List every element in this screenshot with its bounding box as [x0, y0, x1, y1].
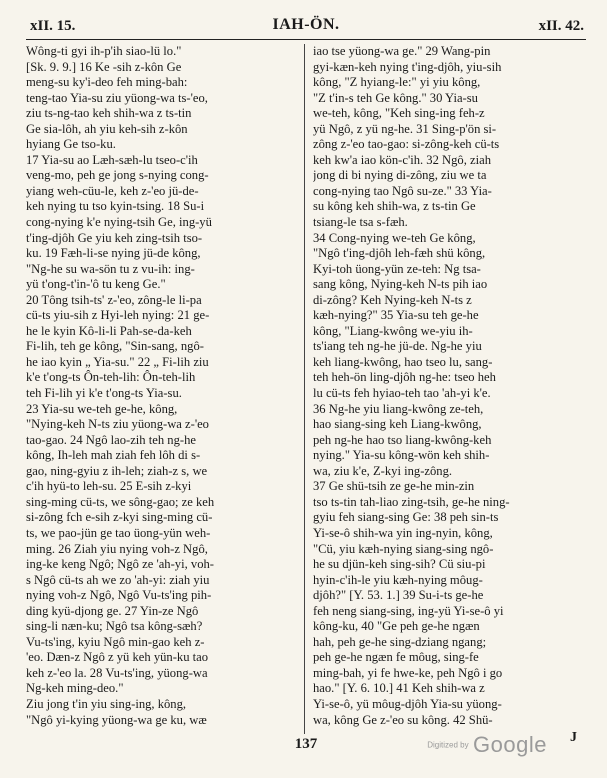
text-line: zông z-'eo tao-gao: si-zông-keh cü-ts	[313, 137, 500, 152]
text-line: Fi-lih, teh ge kông, "Sin-sang, ngô-	[26, 339, 204, 354]
text-line: ming-bah, yi fe hwe-ke, peh Ngô i go	[313, 665, 503, 680]
text-line: su kông keh shih-wa, z ts-tin Ge	[313, 199, 476, 214]
text-line: yiang weh-cüu-le, keh z-'eo jü-de-	[26, 183, 199, 198]
text-line: teh heh-ön ling-djôh ng-he: tseo heh	[313, 370, 496, 385]
header-rule	[26, 39, 586, 40]
text-line: peh ng-he hao tso liang-kwông-keh	[313, 432, 492, 447]
text-line: tso ts-tin tah-liao zing-tsih, ge-he ning-	[313, 494, 510, 509]
text-line: ts, we pao-jün ge tao üong-yün weh-	[26, 525, 211, 540]
text-line: 36 Ng-he yiu liang-kwông ze-teh,	[313, 401, 484, 416]
text-line: iao tse yüong-wa ge." 29 Wang-pin	[313, 44, 491, 58]
text-line: he le kyin Kô-li-li Pah-se-da-keh	[26, 323, 192, 338]
text-line: wa, kông Ge z-'eo su kông. 42 Shü-	[313, 712, 493, 727]
header-chapter-left: xII. 15.	[30, 18, 76, 34]
text-line: teh Fi-lih yi k'e t'ong-ts Yia-su.	[26, 386, 182, 401]
text-line: cong-nying k'e nying-tsih Ge, ing-yü	[26, 215, 212, 230]
text-line: di-zông? Keh Nying-keh N-ts z	[313, 292, 472, 307]
text-line: ziu ts-ng-tao keh shih-wa z ts-tin	[26, 106, 192, 121]
text-line: Yi-se-ô shih-wa yin ing-nyin, kông,	[313, 525, 493, 540]
text-line: 34 Cong-nying we-teh Ge kông,	[313, 230, 476, 245]
page-number: 137	[294, 736, 318, 752]
text-line: "Nying-keh N-ts ziu yüong-wa z-'eo	[26, 417, 209, 432]
text-line: tao-gao. 24 Ngô lao-zih teh ng-he	[26, 432, 196, 447]
text-line: lu cü-ts feh hyiao-teh tao 'ah-yi k'e.	[313, 386, 491, 401]
book-page	[26, 14, 586, 766]
text-line: he iao kyin „ Yia-su." 22 „ Fi-lih ziu	[26, 354, 209, 369]
text-line: "Ngô t'ing-djôh leh-fæh shü kông,	[313, 246, 486, 261]
text-line: gyi-kæn-keh nying t'ing-djôh, yiu-sih	[313, 59, 502, 74]
text-line: yü t'ong-t'in-'ô tu keng Ge."	[26, 277, 166, 292]
text-line: Ge sia-lôh, ah yiu keh-sih z-kôn	[26, 121, 188, 136]
text-line: gyiu feh siang-sing Ge: 38 peh sin-ts	[313, 510, 499, 525]
watermark-prefix: Digitized by	[427, 740, 469, 750]
digitization-watermark	[427, 732, 547, 758]
text-line: keh z-'eo la. 28 Vu-ts'ing, yüong-wa	[26, 665, 208, 680]
text-line: keh nying tu tso kyin-tsing. 18 Su-i	[26, 199, 205, 214]
text-line: Wông-ti gyi ih-p'ih siao-lü lo."	[26, 44, 182, 58]
text-line: "Ngô yi-kying yüong-wa ge ku, wæ	[26, 712, 207, 727]
text-line: "Cü, yiu kæh-nying siang-sing ngô-	[313, 541, 494, 556]
text-line: Ziu jong t'in yiu sing-ing, kông,	[26, 696, 187, 711]
text-line: keh liang-kwông, hao tseo lu, sang-	[313, 354, 493, 369]
text-line: kæh-nying?" 35 Yia-su teh ge-he	[313, 308, 479, 323]
text-line: djôh?" [Y. 53. 1.] 39 Su-i-ts ge-he	[313, 588, 484, 603]
text-line: 17 Yia-su ao Læh-sæh-lu tseo-c'ih	[26, 152, 198, 167]
text-line: tsiang-le tsa s-fæh.	[313, 215, 408, 230]
text-line: we-teh, kông, "Keh sing-ing feh-z	[313, 106, 485, 121]
text-line: si-zông fch e-sih z-kyi sing-ming cü-	[26, 510, 213, 525]
text-line: nying voh-z Ngô, Ngô Vu-ts'ing pih-	[26, 588, 212, 603]
text-line: peh ge-he ngæn fe môug, sing-fe	[313, 650, 479, 665]
text-line: hao siang-sing keh Liang-kwông,	[313, 417, 482, 432]
text-line: ming. 26 Ziah yiu nying voh-z Ngô,	[26, 541, 208, 556]
text-line: 'eo. Dæn-z Ngô z yü keh yün-ku tao	[26, 650, 209, 665]
text-line: Ng-keh ming-deo."	[26, 681, 124, 696]
text-line: keh kw'a iao kön-c'ih. 32 Ngô, ziah	[313, 152, 492, 167]
text-line: yü Ngô, z yü ng-he. 31 Sing-p'ön si-	[313, 121, 497, 136]
text-columns	[26, 44, 586, 734]
text-line: nying." Yia-su kông-wön keh shih-	[313, 448, 490, 463]
text-line: hyin-c'ih-le yiu kæh-nying môug-	[313, 572, 483, 587]
text-line: kông-ku, 40 "Ge peh ge-he ngæn	[313, 619, 480, 634]
header-chapter-right: xII. 42.	[538, 18, 584, 34]
text-line: jong di bi nying di-zông, ziu we ta	[313, 168, 487, 183]
text-line: cü-ts yiu-sih z Hyi-leh nying: 21 ge-	[26, 308, 210, 323]
signature-mark: J	[570, 730, 577, 745]
text-line: 37 Ge shü-tsih ze ge-he min-zin	[313, 479, 475, 494]
text-line: "Ng-he su wa-sön tu z vu-ih: ing-	[26, 261, 195, 276]
right-column	[313, 44, 586, 728]
text-line: wa, ziu k'e, Z-kyi ing-zông.	[313, 463, 453, 478]
column-divider	[304, 44, 305, 734]
text-line: gao, ning-gyiu z ih-leh; ziah-z s, we	[26, 463, 208, 478]
text-line: [Sk. 9. 9.] 16 Ke -sih z-kôn Ge	[26, 59, 182, 74]
text-line: kông, "Liang-kwông we-yiu ih-	[313, 323, 473, 338]
text-line: teng-tao Yia-su ziu yüong-wa ts-'eo,	[26, 90, 208, 105]
header-title: IAH-ÖN.	[272, 16, 340, 33]
text-line: 23 Yia-su we-teh ge-he, kông,	[26, 401, 178, 416]
text-line: cong-nying tao Ngô su-ze." 33 Yia-	[313, 183, 492, 198]
text-line: kông, "Z hyiang-le:" yi yiu kông,	[313, 75, 481, 90]
text-line: ing-ke keng Ngô; Ngô ze 'ah-yi, voh-	[26, 557, 214, 572]
text-line: sing-li næn-ku; Ngô tsa kông-sæh?	[26, 619, 203, 634]
text-line: ts'iang teh ng-he jü-de. Ng-he yiu	[313, 339, 482, 354]
text-line: s Ngô cü-ts ah we zo 'ah-yi: ziah yiu	[26, 572, 210, 587]
text-line: ku. 19 Fæh-li-se nying jü-de kông,	[26, 246, 201, 261]
text-line: sang kông, Nying-keh N-ts pih iao	[313, 277, 488, 292]
text-line: veng-mo, peh ge jong s-nying cong-	[26, 168, 209, 183]
text-line: ding kyü-djong ge. 27 Yin-ze Ngô	[26, 603, 199, 618]
watermark-brand: Google	[473, 732, 547, 757]
text-line: k'e t'ong-ts Ôn-teh-lih: Ôn-teh-lih	[26, 370, 196, 385]
text-line: Kyi-toh üong-yün ze-teh: Ng tsa-	[313, 261, 481, 276]
text-line: hah, peh ge-he sing-dziang ngang;	[313, 634, 487, 649]
text-line: 20 Tông tsih-ts' z-'eo, zông-le li-pa	[26, 292, 202, 307]
text-line: hao." [Y. 6. 10.] 41 Keh shih-wa z	[313, 681, 485, 696]
text-line: kông, Ih-leh mah ziah feh lôh di s-	[26, 448, 201, 463]
text-line: Vu-ts'ing, kyiu Ngô min-gao keh z-	[26, 634, 205, 649]
text-line: c'ih hyü-to leh-su. 25 E-sih z-kyi	[26, 479, 192, 494]
left-column	[26, 44, 299, 728]
text-line: hyiang Ge tso-ku.	[26, 137, 116, 152]
text-line: Yi-se-ô, yü môug-djôh Yia-su yüong-	[313, 696, 502, 711]
text-line: he su djün-keh sing-sih? Cü siu-pi	[313, 557, 486, 572]
running-header	[26, 14, 586, 38]
text-line: "Z t'in-s teh Ge kông." 30 Yia-su	[313, 90, 478, 105]
text-line: feh neng siang-sing, ing-yü Yi-se-ô yi	[313, 603, 504, 618]
text-line: sing-ming cü-ts, we sông-gao; ze keh	[26, 494, 215, 509]
text-line: t'ing-djôh Ge yiu keh zing-tsih tso-	[26, 230, 203, 245]
text-line: meng-su ky'i-deo feh ming-bah:	[26, 75, 188, 90]
